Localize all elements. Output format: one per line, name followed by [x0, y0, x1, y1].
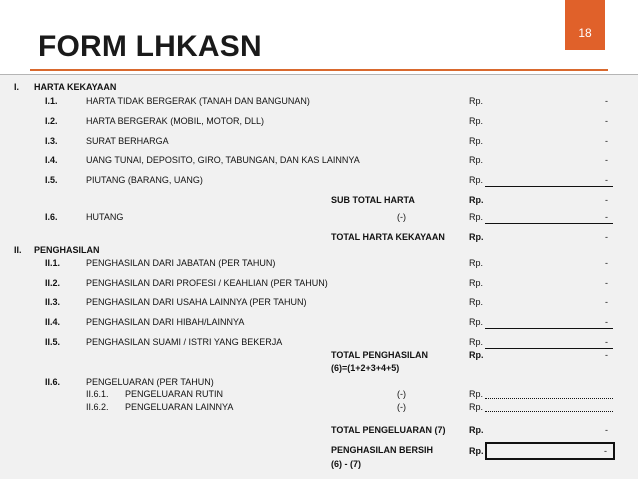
row-value: - — [605, 337, 608, 347]
row-value: - — [605, 116, 608, 126]
sum-underline — [485, 348, 613, 349]
row-label: PENGHASILAN SUAMI / ISTRI YANG BEKERJA — [86, 337, 283, 347]
row-value: - — [605, 425, 608, 435]
sum-underline — [485, 328, 613, 329]
row-code: I.1. — [45, 96, 58, 106]
rp-label: Rp. — [469, 116, 484, 126]
rp-label: Rp. — [469, 212, 484, 222]
row-label: PENGHASILAN DARI HIBAH/LAINNYA — [86, 317, 245, 327]
row-label: PENGHASILAN DARI JABATAN (PER TAHUN) — [86, 258, 276, 268]
rp-label: Rp. — [469, 232, 484, 242]
row-label: TOTAL PENGHASILAN — [331, 350, 429, 360]
dotted-line — [485, 398, 613, 399]
row-label: PENGELUARAN LAINNYA — [125, 402, 234, 412]
row-formula: (6) - (7) — [331, 459, 361, 469]
row-value: - — [605, 232, 608, 242]
row-code: II.1. — [45, 258, 61, 268]
section-2-roman: II. — [14, 245, 22, 255]
minus-sign: (-) — [397, 212, 406, 222]
row-label: PENGELUARAN (PER TAHUN) — [86, 377, 214, 387]
row-value: - — [605, 96, 608, 106]
rp-label: Rp. — [469, 446, 484, 456]
row-code: I.5. — [45, 175, 58, 185]
row-value: - — [605, 195, 608, 205]
rp-label: Rp. — [469, 425, 484, 435]
row-value: - — [605, 136, 608, 146]
rp-label: Rp. — [469, 96, 484, 106]
net-income-box — [485, 442, 615, 460]
rp-label: Rp. — [469, 317, 484, 327]
title-divider — [30, 69, 608, 71]
row-value: - — [605, 212, 608, 222]
row-label: HARTA BERGERAK (MOBIL, MOTOR, DLL) — [86, 116, 265, 126]
row-value: - — [604, 446, 607, 456]
row-code: I.6. — [45, 212, 58, 222]
row-value: - — [605, 175, 608, 185]
rp-label: Rp. — [469, 175, 484, 185]
row-code: II.3. — [45, 297, 61, 307]
rp-label: Rp. — [469, 258, 484, 268]
row-label: PENGELUARAN RUTIN — [125, 389, 224, 399]
rp-label: Rp. — [469, 136, 484, 146]
rp-label: Rp. — [469, 155, 484, 165]
row-label: SURAT BERHARGA — [86, 136, 169, 146]
row-label: TOTAL PENGELUARAN (7) — [331, 425, 446, 435]
row-value: - — [605, 278, 608, 288]
row-value: - — [605, 317, 608, 327]
row-label: UANG TUNAI, DEPOSITO, GIRO, TABUNGAN, DAN KAS LAINNYA — [86, 155, 360, 165]
row-value: - — [605, 258, 608, 268]
row-value: - — [605, 155, 608, 165]
row-label: PENGHASILAN DARI PROFESI / KEAHLIAN (PER TAHUN) — [86, 278, 328, 288]
page-number-badge: 18 — [565, 0, 605, 50]
row-label: PENGHASILAN BERSIH — [331, 445, 434, 455]
slide-title: FORM LHKASN — [38, 30, 262, 63]
row-label: SUB TOTAL HARTA — [331, 195, 415, 205]
section-1-roman: I. — [14, 82, 20, 92]
row-formula: (6)=(1+2+3+4+5) — [331, 363, 400, 373]
row-code: II.4. — [45, 317, 61, 327]
rp-label: Rp. — [469, 337, 484, 347]
row-code: I.2. — [45, 116, 58, 126]
rp-label: Rp. — [469, 195, 484, 205]
row-code: I.3. — [45, 136, 58, 146]
section-2-title: PENGHASILAN — [34, 245, 100, 255]
minus-sign: (-) — [397, 402, 406, 412]
row-label: TOTAL HARTA KEKAYAAN — [331, 232, 445, 242]
row-value: - — [605, 350, 608, 360]
row-label: HARTA TIDAK BERGERAK (TANAH DAN BANGUNAN) — [86, 96, 310, 106]
row-label: PENGHASILAN DARI USAHA LAINNYA (PER TAHUN) — [86, 297, 307, 307]
row-code: II.6.1. — [86, 389, 109, 399]
rp-label: Rp. — [469, 297, 484, 307]
rp-label: Rp. — [469, 389, 484, 399]
row-code: II.6.2. — [86, 402, 109, 412]
row-code: I.4. — [45, 155, 58, 165]
row-label: PIUTANG (BARANG, UANG) — [86, 175, 203, 185]
row-value: - — [605, 297, 608, 307]
row-code: II.5. — [45, 337, 61, 347]
minus-sign: (-) — [397, 389, 406, 399]
sum-underline — [485, 223, 613, 224]
rp-label: Rp. — [469, 402, 484, 412]
form-sheet — [0, 74, 638, 479]
section-1-title: HARTA KEKAYAAN — [34, 82, 117, 92]
row-label: HUTANG — [86, 212, 124, 222]
dotted-line — [485, 411, 613, 412]
row-code: II.2. — [45, 278, 61, 288]
rp-label: Rp. — [469, 278, 484, 288]
sum-underline — [485, 186, 613, 187]
row-code: II.6. — [45, 377, 61, 387]
rp-label: Rp. — [469, 350, 484, 360]
